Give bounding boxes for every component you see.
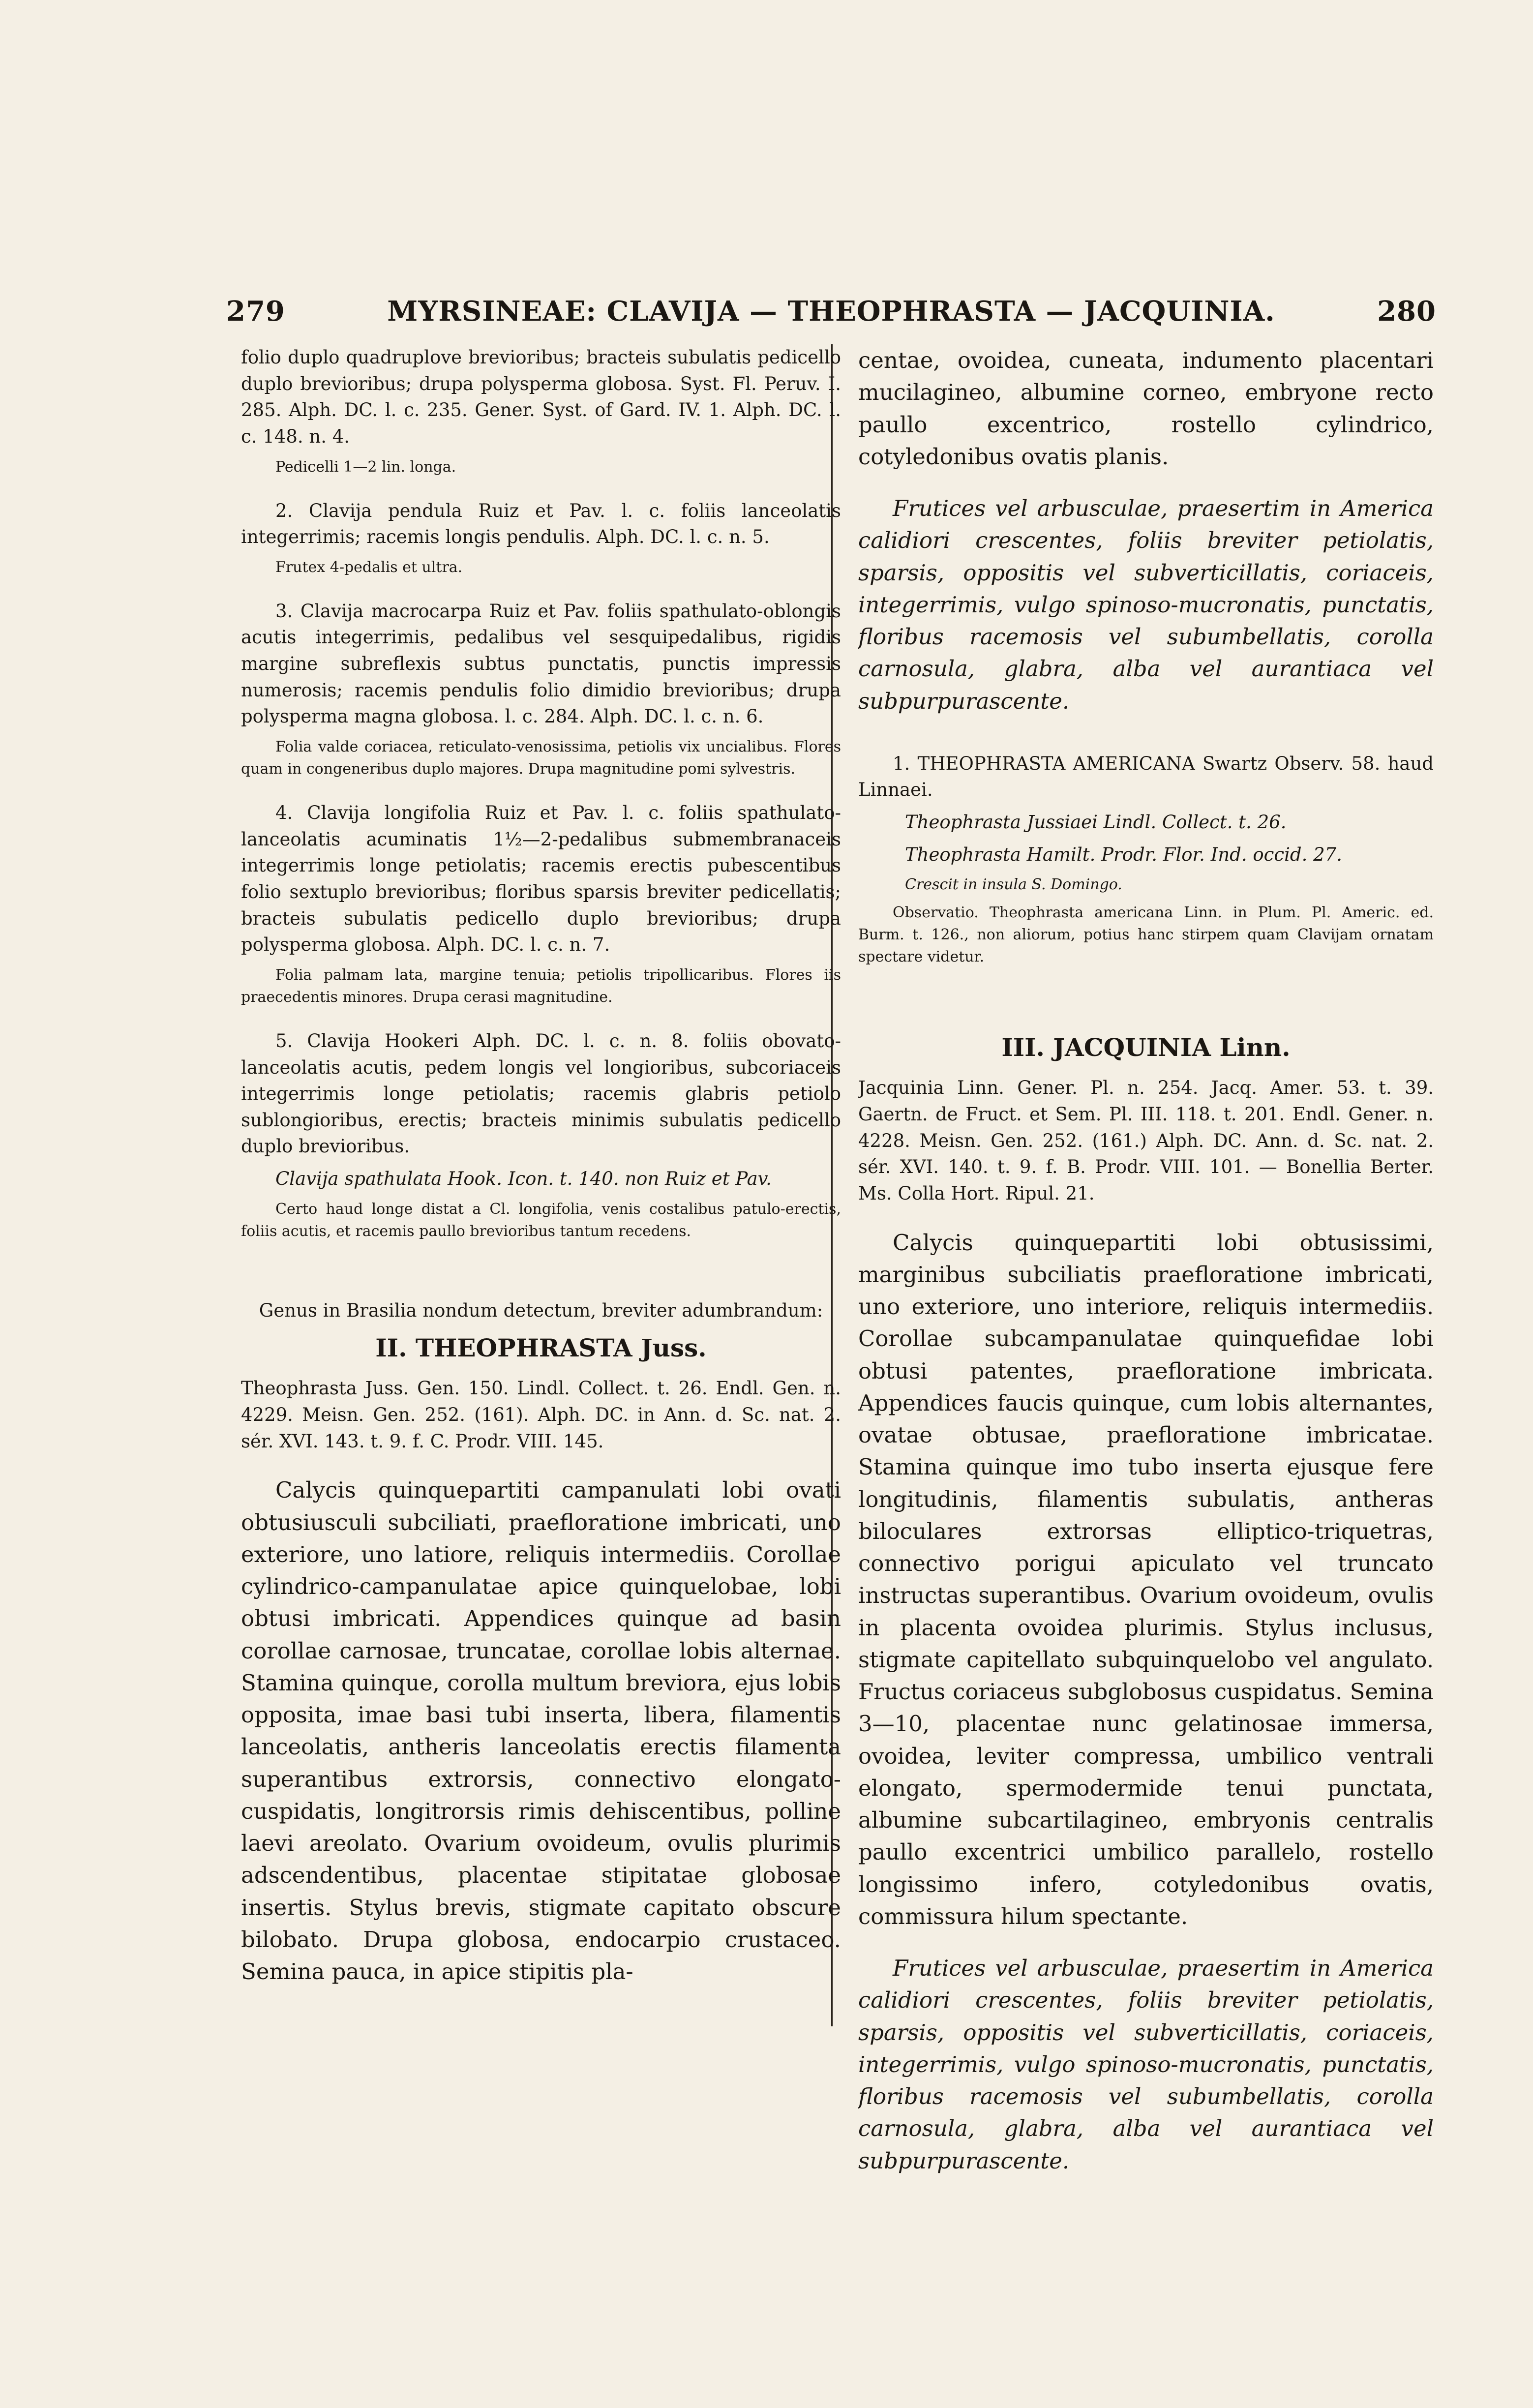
synonym: Clavija spathulata Hook. Icon. t. 140. non Ruiz et Pav. [275, 1168, 772, 1190]
genus-description: Calycis quinquepartiti campanulati lobi ovati obtusiusculi subciliati, praefloratione imbricati, uno exteriore, uno latiore, reliquis intermediis. Corollae cylindrico-campanulatae apice quinquelobae, lobi obtusi imbricati. Appendices quinque ad basin corollae carnosae, truncatae, corollae lobis alternae. Stamina quinque, corolla multum breviora, ejus lobis opposita, imae basi tubi inserta, libera, filamentis lanceolatis, antheris lanceolatis erectis filamenta superantibus extrorsis, connectivo elongato-cuspidatis, longitrorsis rimis dehiscentibus, polline laevi areolato. Ovarium ovoideum, ovulis plurimis adscendentibus, placentae stipitatae globosae insertis. Stylus brevis, stigmate capitato obscure bilobato. Drupa globosa, endocarpio crustaceo. Semina pauca, in apice stipitis pla- [241, 1477, 841, 1985]
genus-intro: Genus in Brasilia nondum detectum, breviter adumbrandum: [259, 1299, 823, 1321]
page-number-left: 279 [226, 295, 285, 328]
genus-description: Calycis quinquepartiti lobi obtusissimi, marginibus subciliatis praefloratione imbricati, uno exteriore, uno interiore, reliquis intermediis. Corollae subcampanulatae quinquefidae lobi obtusi patentes, praefloratione imbricata. Appendices faucis quinque, cum lobis alternantes, ovatae obtusae, praefloratione imbricatae. Stamina quinque imo tubo inserta ejusque fere longitudinis, filamentis subulatis, antheras biloculares extrorsas elliptico-triquetras, connectivo porigui apiculato vel truncato instructas superantibus. Ovarium ovoideum, ovulis in placenta ovoidea plurimis. Stylus inclusus, stigmate capitellato subquinquelobo vel angulato. Fructus coriaceus subglobosus cuspidatus. Semina 3—10, placentae nunc gelatinosae immersa, ovoidea, leviter compressa, umbilico ventrali elongato, spermodermide tenui punctata, albumine subcartilagineo, embryonis centralis paullo excentrici umbilico parallelo, rostello longissimo infero, cotyledonibus ovatis, commissura hilum spectante. [858, 1229, 1434, 1929]
page-title: MYRSINEAE: CLAVIJA — THEOPHRASTA — JACQUINIA. [387, 295, 1275, 328]
species-theophrasta-americana: 1. THEOPHRASTA AMERICANA Swartz Observ. 58. haud Linnaei. [858, 752, 1434, 801]
species-clavija-hookeri: 5. Clavija Hookeri Alph. DC. l. c. n. 8. foliis obovato-lanceolatis acutis, pedem longis vel longioribus, subcoriaceis integerrimis longe petiolatis; racemis glabris petiolo sublongioribus, erectis; bracteis minimis subulatis pedicello duplo brevioribus. [241, 1030, 841, 1157]
species-note: Folia palmam lata, margine tenuia; petiolis tripollicaribus. Flores iis praecedentis minores. Drupa cerasi magnitudine. [241, 966, 841, 1006]
genus-references: Jacquinia Linn. Gener. Pl. n. 254. Jacq. Amer. 53. t. 39. Gaertn. de Fruct. et Sem. Pl. III. 118. t. 201. Endl. Gener. n. 4228. Meisn. Gen. 252. (161.) Alph. DC. Ann. d. Sc. nat. 2. sér. XVI. 140. t. 9. f. B. Prodr. VIII. 101. — Bonellia Berter. Ms. Colla Hort. Ripul. 21. [858, 1077, 1434, 1204]
right-column [858, 344, 1434, 2361]
species-note: Certo haud longe distat a Cl. longifolia, venis costalibus patulo-erectis, foliis acutis, et racemis paullo brevioribus tantum recedens. [241, 1200, 841, 1240]
species-note: Folia valde coriacea, reticulato-venosissima, petiolis vix uncialibus. Flores quam in congeneribus duplo majores. Drupa magnitudine pomi sylvestris. [241, 738, 841, 778]
genus-references: Theophrasta Juss. Gen. 150. Lindl. Collect. t. 26. Endl. Gen. n. 4229. Meisn. Gen. 252. (161). Alph. DC. in Ann. d. Sc. nat. 2. sér. XVI. 143. t. 9. f. C. Prodr. VIII. 145. [241, 1378, 841, 1452]
habit-description: Frutices vel arbusculae, praesertim in America calidiori crescentes, foliis breviter petiolatis, sparsis, oppositis vel subverticillatis, coriaceis, integerrimis, vulgo spinoso-mucronatis, punctatis, floribus racemosis vel subumbellatis, corolla carnosula, glabra, alba vel aurantiaca vel subpurpurascente. [858, 495, 1434, 714]
habit-description: Frutices vel arbusculae, praesertim in America calidiori crescentes, foliis breviter petiolatis, sparsis, oppositis vel subverticillatis, coriaceis, integerrimis, vulgo spinoso-mucronatis, punctatis, floribus racemosis vel subumbellatis, corolla carnosula, glabra, alba vel aurantiaca vel subpurpurascente. [858, 1955, 1434, 2174]
species-clavija-longifolia: 4. Clavija longifolia Ruiz et Pav. l. c. foliis spathulato-lanceolatis acuminatis 1½—2-pedalibus submembranaceis integerrimis longe petiolatis; racemis erectis pubescentibus folio sextuplo brevioribus; floribus sparsis breviter pedicellatis; bracteis subulatis pedicello duplo brevioribus; drupa polysperma globosa. Alph. DC. l. c. n. 7. [241, 802, 841, 956]
genus-heading-jacquinia: III. JACQUINIA Linn. [1001, 1033, 1291, 1062]
genus-heading-theophrasta: II. THEOPHRASTA Juss. [375, 1333, 707, 1363]
clavija-continuation: folio duplo quadruplove brevioribus; bracteis subulatis pedicello duplo brevioribus; drupa polysperma globosa. Syst. Fl. Peruv. I. 285. Alph. DC. l. c. 235. Gener. Syst. of Gard. IV. 1. Alph. DC. l. c. 148. n. 4. [241, 347, 841, 447]
locality: Crescit in insula S. Domingo. [905, 876, 1122, 894]
observation-note: Observatio. Theophrasta americana Linn. in Plum. Pl. Americ. ed. Burm. t. 126., non aliorum, potius hanc stirpem quam Clavijam ornatam spectare videtur. [858, 904, 1434, 966]
left-column [241, 344, 841, 2361]
species-note: Frutex 4-pedalis et ultra. [275, 558, 463, 576]
clavija-note: Pedicelli 1—2 lin. longa. [275, 458, 456, 476]
species-clavija-pendula: 2. Clavija pendula Ruiz et Pav. l. c. foliis lanceolatis integerrimis; racemis longis pendulis. Alph. DC. l. c. n. 5. [241, 500, 841, 548]
synonym: Theophrasta Jussiaei Lindl. Collect. t. 26. [905, 812, 1287, 833]
theophrasta-continuation: centae, ovoidea, cuneata, indumento placentari mucilagineo, albumine corneo, embryone recto paullo excentrico, rostello cylindrico, cotyledonibus ovatis planis. [858, 347, 1434, 470]
page-number-right: 280 [1377, 295, 1436, 328]
running-header [226, 295, 1436, 330]
species-clavija-macrocarpa: 3. Clavija macrocarpa Ruiz et Pav. foliis spathulato-oblongis acutis integerrimis, pedalibus vel sesquipedalibus, rigidis margine subreflexis subtus punctatis, punctis impressis numerosis; racemis pendulis folio dimidio brevioribus; drupa polysperma magna globosa. l. c. 284. Alph. DC. l. c. n. 6. [241, 600, 841, 727]
synonym: Theophrasta Hamilt. Prodr. Flor. Ind. occid. 27. [905, 843, 1342, 865]
